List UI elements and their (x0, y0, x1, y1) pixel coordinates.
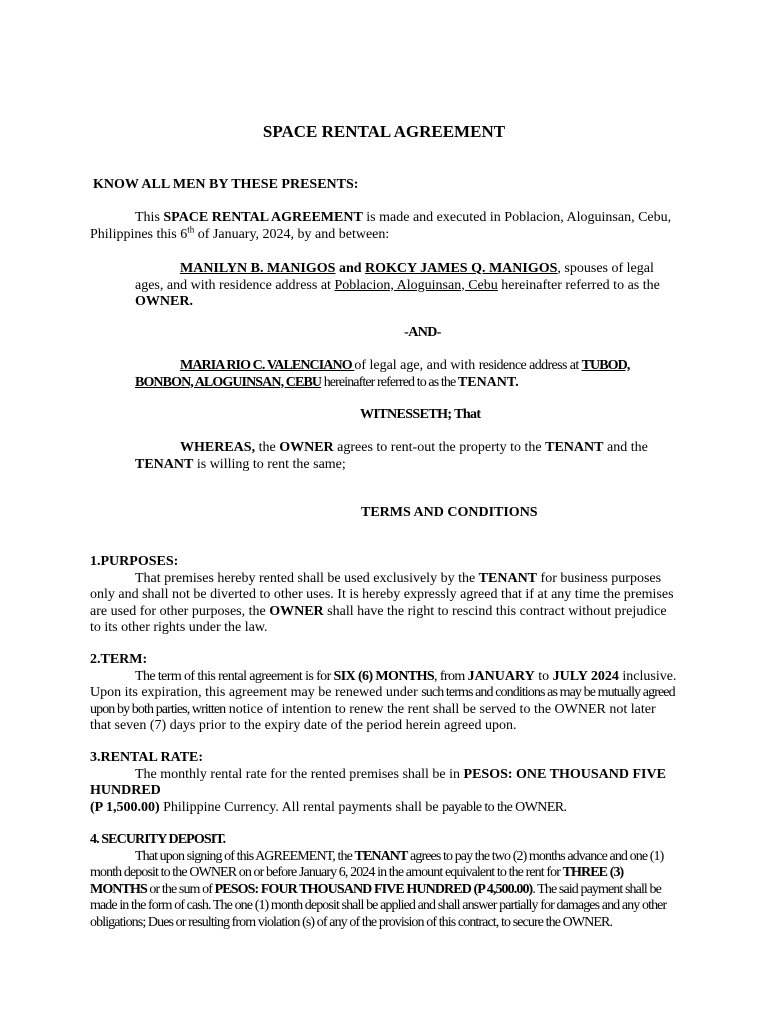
section-body: That upon signing of this AGREEMENT, the TENANT agrees to pay the two (2) months advance and one (1) month deposit to the OWNER on or before January 6, 2024 in the amount equivalent to the rent for THREE (3) MONTHS or the sum of PESOS: FOUR THOUSAND FIVE HUNDRED (P 4,500.00). The said payment shall be made in the form of cash. The one (1) month deposit shall be applied and shall answer partially for damages and any other obligations; Dues or resulting from violation (s) of any of the provision of this contract, to secure the OWNER. (90, 848, 667, 930)
terms-heading: TERMS AND CONDITIONS (361, 505, 538, 520)
section-heading: 2.TERM: (90, 652, 148, 667)
section-heading: 4. SECURITY DEPOSIT. (90, 832, 226, 847)
tenant-address: TUBOD, BONBON, ALOGUINSAN, CEBU (135, 358, 630, 390)
document-title: SPACE RENTAL AGREEMENT (262, 122, 506, 141)
section-body: The monthly rental rate for the rented premises shall be in PESOS: ONE THOUSAND FIVE HUNDRED (90, 766, 666, 798)
section-security-deposit (90, 832, 680, 931)
tenant-paragraph: MARIA RIO C. VALENCIANO of legal age, and with residence address at TUBOD, BONBON, ALOGUINSAN, CEBU hereinafter referred to as the TENANT. (135, 358, 630, 390)
section-body: The term of this rental agreement is for SIX (6) MONTHS, from JANUARY to JULY 2024 inclusive. Upon its expiration, this agreement may be renewed under such terms and conditions as may be mutually agreed upon by both parties, written notice of intention to renew the rent shall be served to the OWNER not later that seven (7) days prior to the expiry date of the period herein agreed upon. (90, 668, 677, 733)
intro-paragraph: This SPACE RENTAL AGREEMENT is made and executed in Poblacion, Aloguinsan, Cebu, Philippines this 6th of January, 2024, by and between: (90, 210, 672, 242)
section-rental-rate: 3.RENTAL RATE: The monthly rental rate for the rented premises shall be in PESOS: ONE THOUSAND FIVE HUNDRED (P 1,500.00) Philippine Currency. All rental payments shall be payable to the OWNER. (90, 750, 680, 816)
section-heading: 3.RENTAL RATE: (90, 750, 204, 765)
owner-address: Poblacion, Aloguinsan, Cebu (334, 277, 498, 293)
preamble: KNOW ALL MEN BY THESE PRESENTS: (93, 177, 359, 192)
section-body: That premises hereby rented shall be used exclusively by the TENANT for business purposes only and shall not be diverted to other uses. It is hereby expressly agreed that if at any time the premises are used for other purposes, the OWNER shall have the right to rescind this contract without prejudice to its other rights under the law. (90, 570, 674, 635)
owner-paragraph: MANILYN B. MANIGOS and ROKCY JAMES Q. MANIGOS, spouses of legal ages, and with residence address at Poblacion, Aloguinsan, Cebu hereinafter referred to as the OWNER. (135, 261, 660, 309)
section-heading: 1.PURPOSES: (90, 554, 179, 569)
witnesseth-heading: WITNESSETH; That (360, 407, 481, 422)
owner-name-2: ROKCY JAMES Q. MANIGOS (365, 261, 558, 276)
owner-name-1: MANILYN B. MANIGOS (180, 261, 336, 276)
section-purposes (90, 554, 680, 637)
whereas-paragraph: WHEREAS, the OWNER agrees to rent-out the property to the TENANT and the TENANT is willing to rent the same; (135, 440, 648, 472)
tenant-name: MARIA RIO C. VALENCIANO (180, 358, 355, 373)
section-term (90, 652, 680, 735)
and-separator: -AND- (404, 325, 441, 340)
